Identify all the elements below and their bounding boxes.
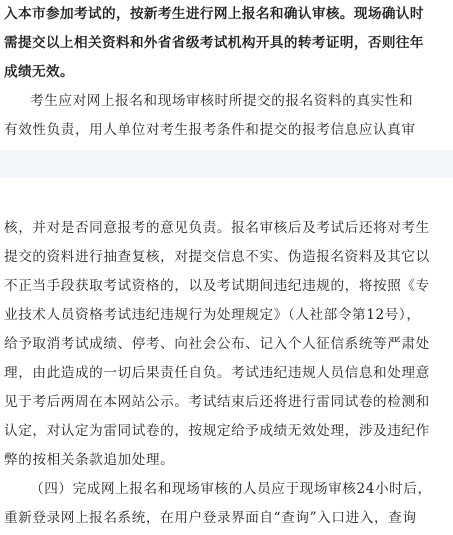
paragraph-line: 核，并对是否同意报考的意见负责。报名审核后及考试后还将对考生 — [4, 220, 430, 236]
paragraph-line: 有效性负责，用人单位对考生报考条件和提交的报考信息应认真审 — [4, 122, 416, 138]
paragraph-line: 重新登录网上报名系统，在用户登录界面自“查询”入口进入，查询 — [4, 510, 417, 526]
paragraph-line: 认定，对认定为雷同试卷的，按规定给予成绩无效处理，涉及违纪作 — [4, 423, 430, 439]
paragraph-line: 见于考后两周在本网站公示。考试结束后还将进行雷同试卷的检测和 — [4, 394, 430, 410]
paragraph-line: 成绩无效。 — [4, 64, 74, 80]
paragraph-line: 不正当手段获取考试资格的，以及考试期间违纪违规的，将按照《专 — [4, 278, 430, 294]
paragraph-line: 入本市参加考试的，按新考生进行网上报名和确认审核。现场确认时 — [4, 6, 424, 22]
paragraph-line: 需提交以上相关资料和外省省级考试机构开具的转考证明，否则往年 — [4, 35, 424, 51]
highlight-band — [0, 150, 453, 178]
paragraph-line: 提交的资料进行抽查复核，对提交信息不实、伪造报名资料及其它以 — [4, 249, 430, 265]
paragraph-line: 理，由此造成的一切后果责任自负。考试违纪违规人员信息和处理意 — [4, 365, 430, 381]
paragraph-line: 给予取消考试成绩、停考、向社会公布、记入个人征信系统等严肃处 — [4, 336, 430, 352]
paragraph-line: 业技术人员资格考试违纪违规行为处理规定》（人社部令第12号）， — [4, 307, 421, 323]
paragraph-line: 考生应对网上报名和现场审核时所提交的报名资料的真实性和 — [30, 93, 414, 109]
paragraph-line: 弊的按相关条款追加处理。 — [4, 452, 175, 468]
paragraph-line: （四）完成网上报名和现场审核的人员应于现场审核24小时后， — [30, 481, 432, 497]
